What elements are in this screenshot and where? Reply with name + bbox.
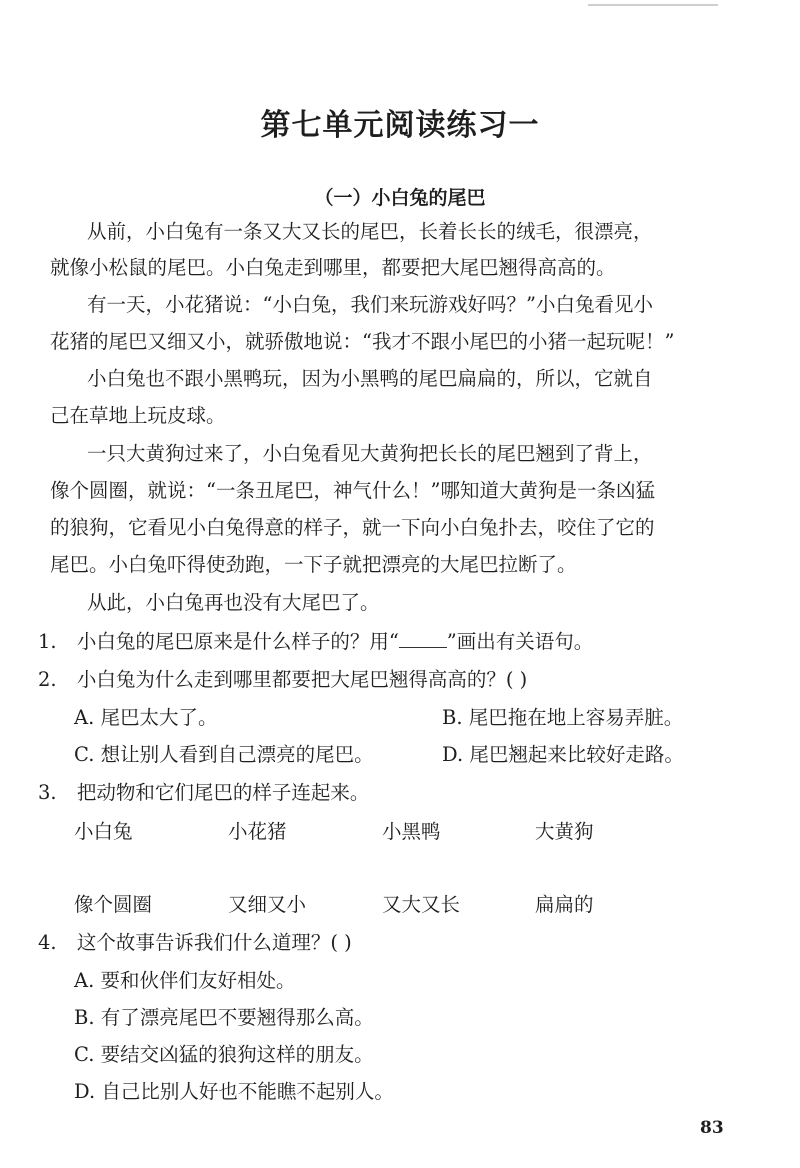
story-line: 有一天，小花猪说：“小白兔，我们来玩游戏好吗？”小白兔看见小: [87, 293, 653, 316]
story-line: 的狼狗，它看见小白兔得意的样子，就一下向小白兔扑去，咬住了它的: [50, 516, 655, 539]
tail-label[interactable]: 扁扁的: [535, 893, 594, 916]
animal-label[interactable]: 大黄狗: [535, 820, 594, 843]
option-a[interactable]: A. 要和伙伴们友好相处。: [74, 969, 296, 992]
question-4: [38, 931, 352, 955]
story-line: 尾巴。小白兔吓得使劲跑，一下子就把漂亮的大尾巴拉断了。: [50, 553, 577, 576]
animal-label[interactable]: 小花猪: [228, 820, 287, 843]
tail-label[interactable]: 又大又长: [382, 893, 461, 916]
animal-label[interactable]: 小黑鸭: [382, 820, 441, 843]
question-text: 小白兔为什么走到哪里都要把大尾巴翘得高高的？( ): [76, 668, 528, 691]
question-text-end: ”画出有关语句。: [446, 630, 594, 653]
option-c[interactable]: C. 要结交凶猛的狼狗这样的朋友。: [74, 1043, 374, 1066]
question-text: 小白兔的尾巴原来是什么样子的？用“: [76, 630, 399, 653]
question-3: [38, 781, 369, 805]
tail-label[interactable]: 像个圆圈: [74, 893, 153, 916]
question-text: 这个故事告诉我们什么道理？( ): [76, 931, 352, 954]
question-2: [38, 668, 527, 692]
question-number: 3.: [38, 781, 57, 804]
option-a[interactable]: A. 尾巴太大了。: [74, 706, 218, 729]
animal-label[interactable]: 小白兔: [74, 820, 133, 843]
option-b[interactable]: B. 尾巴拖在地上容易弄脏。: [442, 706, 684, 729]
option-b[interactable]: B. 有了漂亮尾巴不要翘得那么高。: [74, 1006, 374, 1029]
story-line: 从此，小白兔再也没有大尾巴了。: [87, 591, 380, 614]
question-number: 4.: [38, 931, 57, 954]
question-1: [38, 630, 593, 654]
story-line: 己在草地上玩皮球。: [50, 404, 226, 427]
story-line: 小白兔也不跟小黑鸭玩，因为小黑鸭的尾巴扁扁的，所以，它就自: [87, 367, 653, 390]
story-line: 从前，小白兔有一条又大又长的尾巴，长着长长的绒毛，很漂亮，: [87, 220, 653, 243]
story-line: 像个圆圈，就说：“一条丑尾巴，神气什么！”哪知道大黄狗是一条凶猛: [50, 479, 655, 502]
story-line: 就像小松鼠的尾巴。小白兔走到哪里，都要把大尾巴翘得高高的。: [50, 256, 616, 279]
question-number: 1.: [38, 630, 57, 653]
question-text: 把动物和它们尾巴的样子连起来。: [76, 781, 370, 804]
tail-label[interactable]: 又细又小: [228, 893, 307, 916]
option-d[interactable]: D. 尾巴翘起来比较好走路。: [442, 743, 684, 766]
story-line: 一只大黄狗过来了，小白兔看见大黄狗把长长的尾巴翘到了背上，: [87, 442, 653, 465]
passage-title: （一）小白兔的尾巴: [314, 187, 486, 209]
answer-underline-sample: [399, 631, 447, 648]
option-d[interactable]: D. 自己比别人好也不能瞧不起别人。: [74, 1080, 394, 1103]
option-c[interactable]: C. 想让别人看到自己漂亮的尾巴。: [74, 743, 374, 766]
question-number: 2.: [38, 668, 57, 691]
top-edge-mark: [588, 4, 718, 6]
story-line: 花猪的尾巴又细又小，就骄傲地说：“我才不跟小尾巴的小猪一起玩呢！”: [50, 330, 675, 353]
page-number: 83: [700, 1118, 724, 1138]
page-title: 第七单元阅读练习一: [260, 108, 540, 143]
